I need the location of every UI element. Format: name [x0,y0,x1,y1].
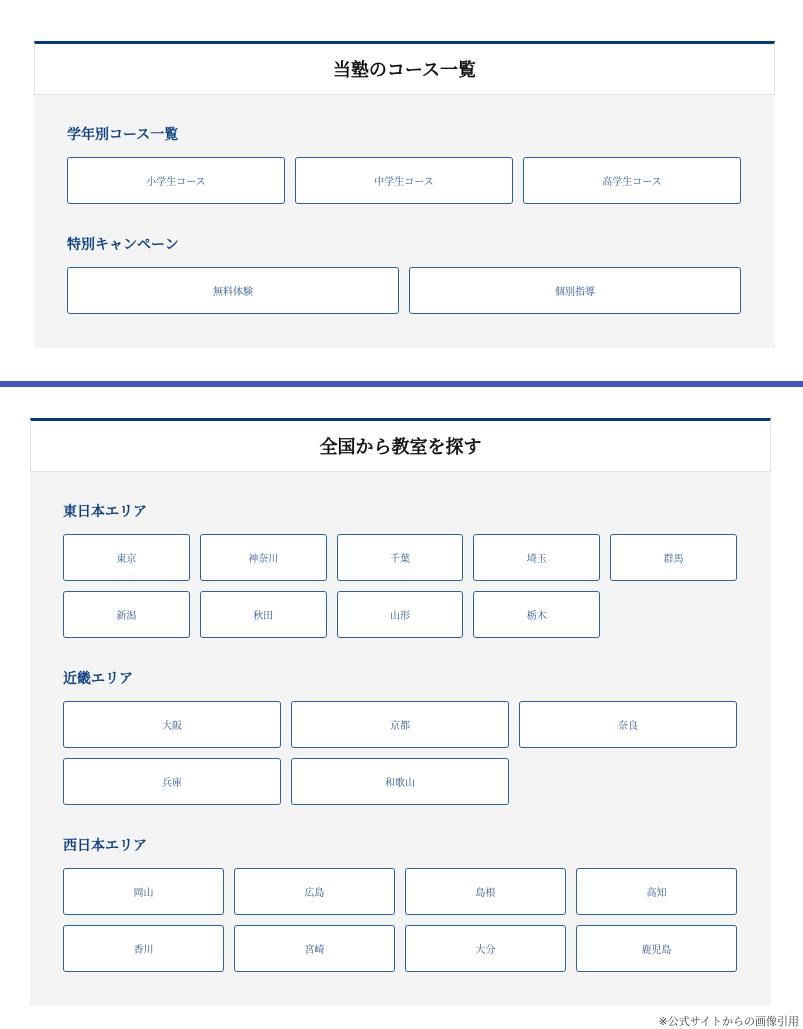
prefecture-button[interactable]: 埼玉 [473,534,600,581]
classroom-search-title: 全国から教室を探す [30,418,771,472]
group-heading: 特別キャンペーン [67,237,179,253]
prefecture-button[interactable]: 奈良 [519,701,737,748]
prefecture-button[interactable]: 兵庫 [63,758,281,805]
course-list-panel [34,41,775,348]
kinki-group [63,669,737,805]
prefecture-button[interactable]: 新潟 [63,591,190,638]
grade-course-group [67,125,741,204]
course-button-high-school[interactable]: 高学生コース [523,157,741,204]
course-button-junior-high[interactable]: 中学生コース [295,157,513,204]
prefecture-button[interactable]: 高知 [576,868,737,915]
prefecture-button[interactable]: 香川 [63,925,224,972]
prefecture-button[interactable]: 栃木 [473,591,600,638]
west-japan-group [63,836,737,972]
course-list-title: 当塾のコース一覧 [34,41,775,95]
section-divider [0,381,803,387]
prefecture-button[interactable]: 神奈川 [200,534,327,581]
footer-note: ※公式サイトからの画像引用 [658,1015,799,1028]
group-heading: 東日本エリア [63,504,147,520]
prefecture-button[interactable]: 島根 [405,868,566,915]
campaign-group [67,235,741,314]
prefecture-button[interactable]: 東京 [63,534,190,581]
east-japan-group [63,502,737,638]
campaign-button-private-tutoring[interactable]: 個別指導 [409,267,741,314]
prefecture-button[interactable]: 山形 [337,591,464,638]
prefecture-button[interactable]: 群馬 [610,534,737,581]
course-button-elementary[interactable]: 小学生コース [67,157,285,204]
prefecture-button[interactable]: 宮崎 [234,925,395,972]
group-heading: 近畿エリア [63,671,133,687]
prefecture-button[interactable]: 広島 [234,868,395,915]
campaign-button-free-trial[interactable]: 無料体験 [67,267,399,314]
prefecture-button[interactable]: 岡山 [63,868,224,915]
prefecture-button[interactable]: 和歌山 [291,758,509,805]
prefecture-button[interactable]: 鹿児島 [576,925,737,972]
classroom-search-panel [30,418,771,1006]
prefecture-button[interactable]: 京都 [291,701,509,748]
prefecture-button[interactable]: 千葉 [337,534,464,581]
prefecture-button[interactable]: 大分 [405,925,566,972]
prefecture-button[interactable]: 大阪 [63,701,281,748]
group-heading: 西日本エリア [63,838,147,854]
group-heading: 学年別コース一覧 [67,127,179,143]
prefecture-button[interactable]: 秋田 [200,591,327,638]
